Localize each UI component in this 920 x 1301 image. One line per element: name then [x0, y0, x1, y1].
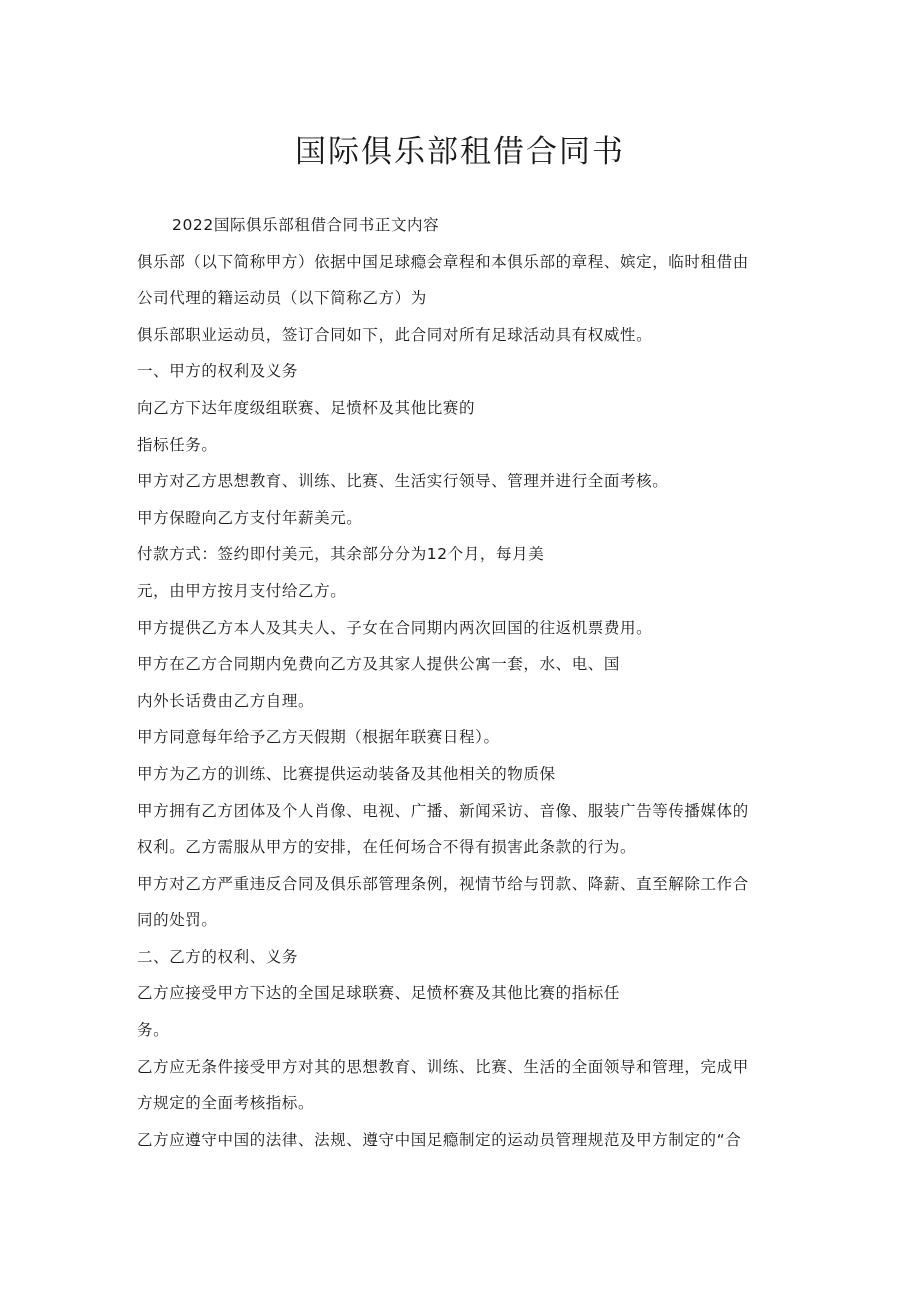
paragraph-line: 向乙方下达年度级组联赛、足愤杯及其他比赛的 [137, 398, 476, 417]
paragraph-line: 元，由甲方按月支付给乙方。 [137, 581, 347, 600]
paragraph-line: 付款方式：签约即付美元，其余部分分为12个月，每月美 [137, 545, 545, 564]
paragraph-line: 甲方提供乙方本人及其夫人、子女在合同期内两次回国的往返机票费用。 [137, 618, 653, 637]
paragraph-line: 俱乐部（以下简称甲方）依据中国足球瘾会章程和本俱乐部的章程、嫔定，临时租借由 [137, 252, 749, 271]
paragraph-line: 2022国际俱乐部租借合同书正文内容 [172, 216, 440, 234]
paragraph-line: 指标任务。 [137, 435, 218, 454]
paragraph-line: 乙方应接受甲方下达的全国足球联赛、足愤杯赛及其他比赛的指标任 [137, 984, 621, 1003]
paragraph-line: 权利。乙方需服从甲方的安排，在任何场合不得有损害此条款的行为。 [137, 838, 637, 857]
paragraph-line: 俱乐部职业运动员，签订合同如下，此合同对所有足球活动具有权威性。 [137, 325, 653, 344]
section-heading: 二、乙方的权利、义务 [137, 947, 299, 966]
document-title: 国际俱乐部租借合同书 [295, 134, 625, 170]
paragraph-line: 甲方在乙方合同期内免费向乙方及其家人提供公寓一套，水、电、国 [137, 655, 621, 674]
paragraph-line: 乙方应遵守中国的法律、法规、遵守中国足瘾制定的运动员管理规范及甲方制定的“合 [137, 1130, 742, 1149]
paragraph-line: 甲方对乙方严重违反合同及俱乐部管理条例，视情节给与罚款、降薪、直至解除工作合 [137, 874, 749, 893]
paragraph-line: 甲方同意每年给予乙方天假期（根据年联赛日程）。 [137, 728, 500, 747]
paragraph-line: 乙方应无条件接受甲方对其的思想教育、训练、比赛、生活的全面领导和管理，完成甲 [137, 1057, 749, 1076]
paragraph-line: 甲方对乙方思想教育、训练、比赛、生活实行领导、管理并进行全面考核。 [137, 472, 669, 491]
paragraph-line: 甲方拥有乙方团体及个人肖像、电视、广播、新闻采访、音像、服装广告等传播媒体的 [137, 801, 749, 820]
document-body [137, 207, 797, 1158]
paragraph-line: 甲方为乙方的训练、比赛提供运动装备及其他相关的物质保 [137, 764, 556, 783]
paragraph-line: 公司代理的籍运动员（以下简称乙方）为 [137, 289, 427, 308]
paragraph-line: 同的处罚。 [137, 911, 218, 930]
paragraph-line: 甲方保瞪向乙方支付年薪美元。 [137, 508, 363, 527]
paragraph-line: 内外长话费由乙方自理。 [137, 691, 315, 710]
paragraph-line: 方规定的全面考核指标。 [137, 1094, 315, 1113]
section-heading: 一、甲方的权利及义务 [137, 362, 299, 381]
paragraph-line: 务。 [137, 1021, 170, 1040]
